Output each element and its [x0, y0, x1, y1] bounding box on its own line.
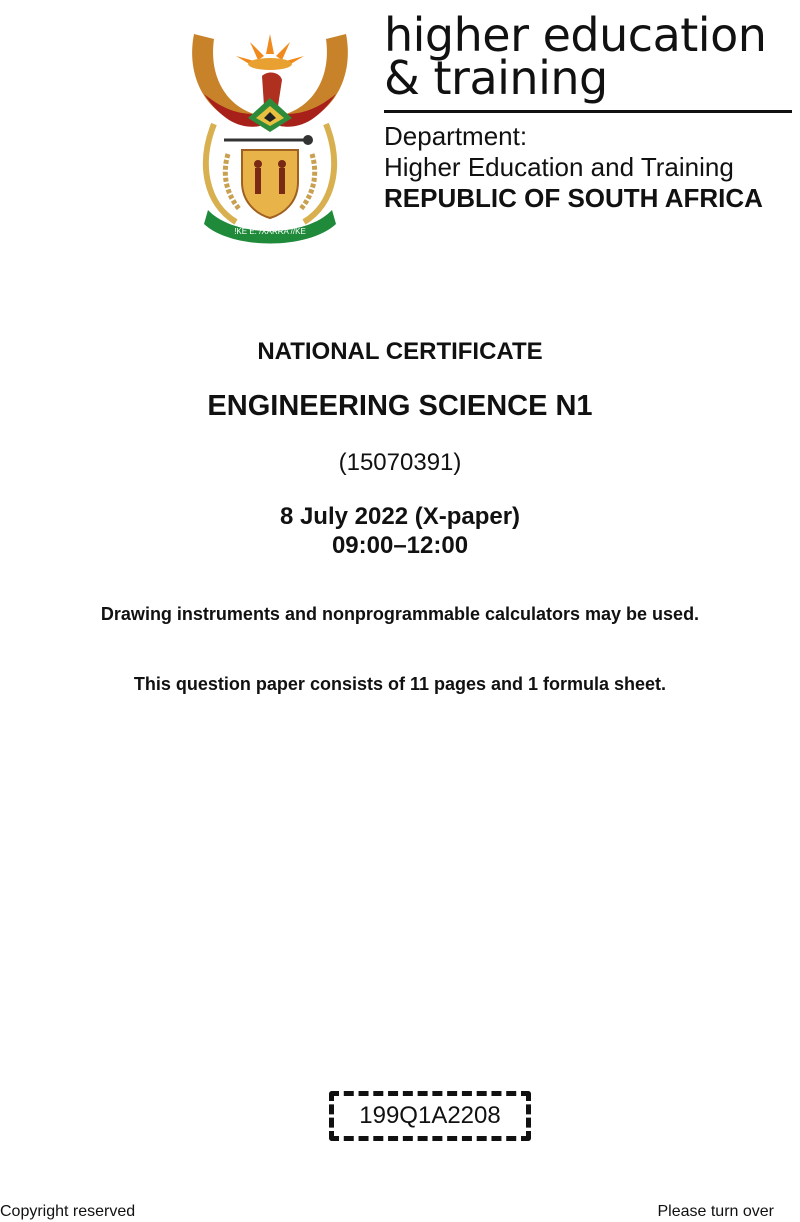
materials-instruction: Drawing instruments and nonprogrammable calculators may be used. — [100, 604, 700, 624]
paper-code-box — [329, 1091, 531, 1141]
exam-schedule — [0, 502, 800, 560]
subject-code: (15070391) — [338, 449, 462, 476]
subject-title: ENGINEERING SCIENCE N1 — [207, 390, 593, 422]
emblem-motto: !KE E: /XARRA //KE — [234, 227, 306, 236]
department-brand — [384, 8, 794, 214]
brand-line-1: higher education — [384, 8, 767, 62]
department-name: Higher Education and Training — [384, 152, 734, 182]
country-name: REPUBLIC OF SOUTH AFRICA — [384, 183, 763, 213]
brand-line-2: & training — [384, 51, 608, 105]
coat-of-arms-icon — [184, 14, 356, 244]
exam-date: 8 July 2022 (X-paper) — [279, 503, 521, 530]
exam-time: 09:00–12:00 — [331, 532, 469, 559]
footer-copyright: Copyright reserved — [0, 1203, 136, 1220]
page-count-note: This question paper consists of 11 pages and 1 formula sheet. — [133, 674, 667, 694]
certificate-title: NATIONAL CERTIFICATE — [257, 338, 543, 365]
footer-turn-over: Please turn over — [657, 1203, 774, 1220]
brand-divider — [384, 110, 792, 113]
department-label: Department: — [384, 121, 528, 151]
paper-code: 199Q1A2208 — [359, 1102, 501, 1129]
